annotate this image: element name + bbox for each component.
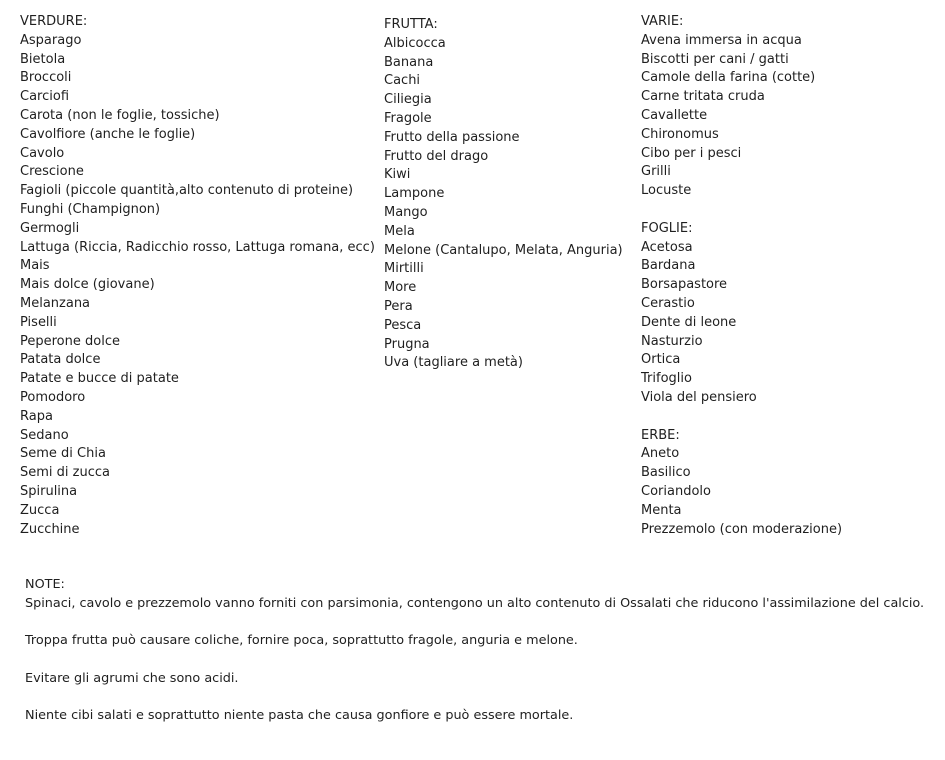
list-item: Carota (non le foglie, tossiche) (20, 107, 220, 123)
list-item: Trifoglio (641, 371, 692, 387)
list-item: Patata dolce (20, 352, 101, 368)
list-item: Melone (Cantalupo, Melata, Anguria) (384, 242, 623, 258)
list-item: Albicocca (384, 35, 446, 51)
list-item: Avena immersa in acqua (641, 32, 802, 48)
list-item: Bardana (641, 258, 696, 274)
list-item: Borsapastore (641, 277, 728, 293)
notes-heading: NOTE: (25, 577, 65, 592)
list-item: Mirtilli (384, 261, 424, 277)
list-item: Fragole (384, 110, 432, 126)
frutta-heading: FRUTTA: (384, 17, 438, 32)
list-item: Acetosa (641, 239, 693, 255)
list-item: Banana (384, 54, 434, 70)
list-item: Uva (tagliare a metà) (384, 355, 523, 371)
list-item: Melanzana (20, 295, 91, 311)
list-item: Mais (20, 258, 50, 274)
list-item: Camole della farina (cotte) (641, 70, 816, 86)
list-item: Zucca (20, 502, 60, 518)
list-item: Sedano (20, 427, 69, 443)
list-item: Mais dolce (giovane) (20, 277, 155, 293)
list-item: Coriandolo (641, 483, 711, 499)
frutta-column (384, 16, 623, 373)
varie-column (641, 13, 842, 539)
list-item: Basilico (641, 465, 691, 481)
note-line: Niente cibi salati e soprattutto niente pasta che causa gonfiore e può essere mortale. (25, 708, 574, 723)
list-item: Frutto del drago (384, 148, 489, 164)
list-item: Crescione (20, 164, 84, 180)
list-item: Spirulina (20, 483, 78, 499)
list-item: Lattuga (Riccia, Radicchio rosso, Lattuga romana, ecc) (20, 239, 375, 255)
list-item: Carne tritata cruda (641, 89, 765, 105)
list-item: Nasturzio (641, 333, 703, 349)
list-item: Zucchine (20, 521, 80, 537)
note-line: Spinaci, cavolo e prezzemolo vanno forniti con parsimonia, contengono un alto contenuto di Ossalati che riducono l'assimilazione del calcio. (25, 595, 925, 611)
list-item: Cerastio (641, 295, 695, 311)
list-item: Asparago (20, 32, 82, 48)
varie-heading: VARIE: (641, 14, 684, 29)
note-line: Evitare gli agrumi che sono acidi. (25, 670, 239, 686)
list-item: Kiwi (384, 167, 411, 183)
list-item: Peperone dolce (20, 333, 120, 349)
list-item: Piselli (20, 314, 57, 330)
list-item: Menta (641, 502, 682, 518)
list-item: Viola del pensiero (641, 389, 757, 405)
list-item: Patate e bucce di patate (20, 371, 179, 387)
notes-section (25, 576, 940, 726)
list-item: Lampone (384, 186, 445, 202)
list-item: More (384, 280, 417, 296)
list-item: Cachi (384, 73, 421, 89)
foglie-heading: FOGLIE: (641, 220, 693, 236)
list-item: Aneto (641, 446, 680, 462)
list-item: Seme di Chia (20, 446, 106, 462)
list-item: Semi di zucca (20, 465, 110, 481)
list-item: Mela (384, 223, 415, 239)
list-item: Funghi (Champignon) (20, 201, 161, 217)
list-item: Pera (384, 298, 413, 314)
list-item: Pomodoro (20, 389, 86, 405)
section-gap (641, 408, 842, 427)
list-item: Chironomus (641, 126, 719, 142)
list-item: Prezzemolo (con moderazione) (641, 521, 843, 537)
list-item: Carciofi (20, 89, 70, 105)
list-item: Grilli (641, 164, 671, 180)
erbe-heading: ERBE: (641, 427, 680, 443)
list-item: Ortica (641, 352, 681, 368)
list-item: Biscotti per cani / gatti (641, 51, 789, 67)
list-item: Germogli (20, 220, 80, 236)
list-item: Dente di leone (641, 314, 737, 330)
list-item: Rapa (20, 408, 53, 424)
note-line: Troppa frutta può causare coliche, fornire poca, soprattutto fragole, anguria e melone. (25, 633, 578, 648)
list-item: Cavolfiore (anche le foglie) (20, 126, 196, 142)
verdure-heading: VERDURE: (20, 14, 88, 29)
section-gap (641, 201, 842, 220)
verdure-column (20, 13, 375, 539)
list-item: Prugna (384, 336, 430, 352)
list-item: Frutto della passione (384, 129, 520, 145)
list-item: Pesca (384, 317, 422, 333)
list-item: Locuste (641, 183, 692, 199)
list-item: Ciliegia (384, 92, 432, 108)
list-item: Bietola (20, 51, 66, 67)
list-item: Broccoli (20, 70, 72, 86)
list-item: Cibo per i pesci (641, 145, 742, 161)
list-item: Mango (384, 204, 428, 220)
list-item: Cavolo (20, 145, 65, 161)
list-item: Cavallette (641, 107, 708, 123)
list-item: Fagioli (piccole quantità,alto contenuto di proteine) (20, 183, 354, 199)
